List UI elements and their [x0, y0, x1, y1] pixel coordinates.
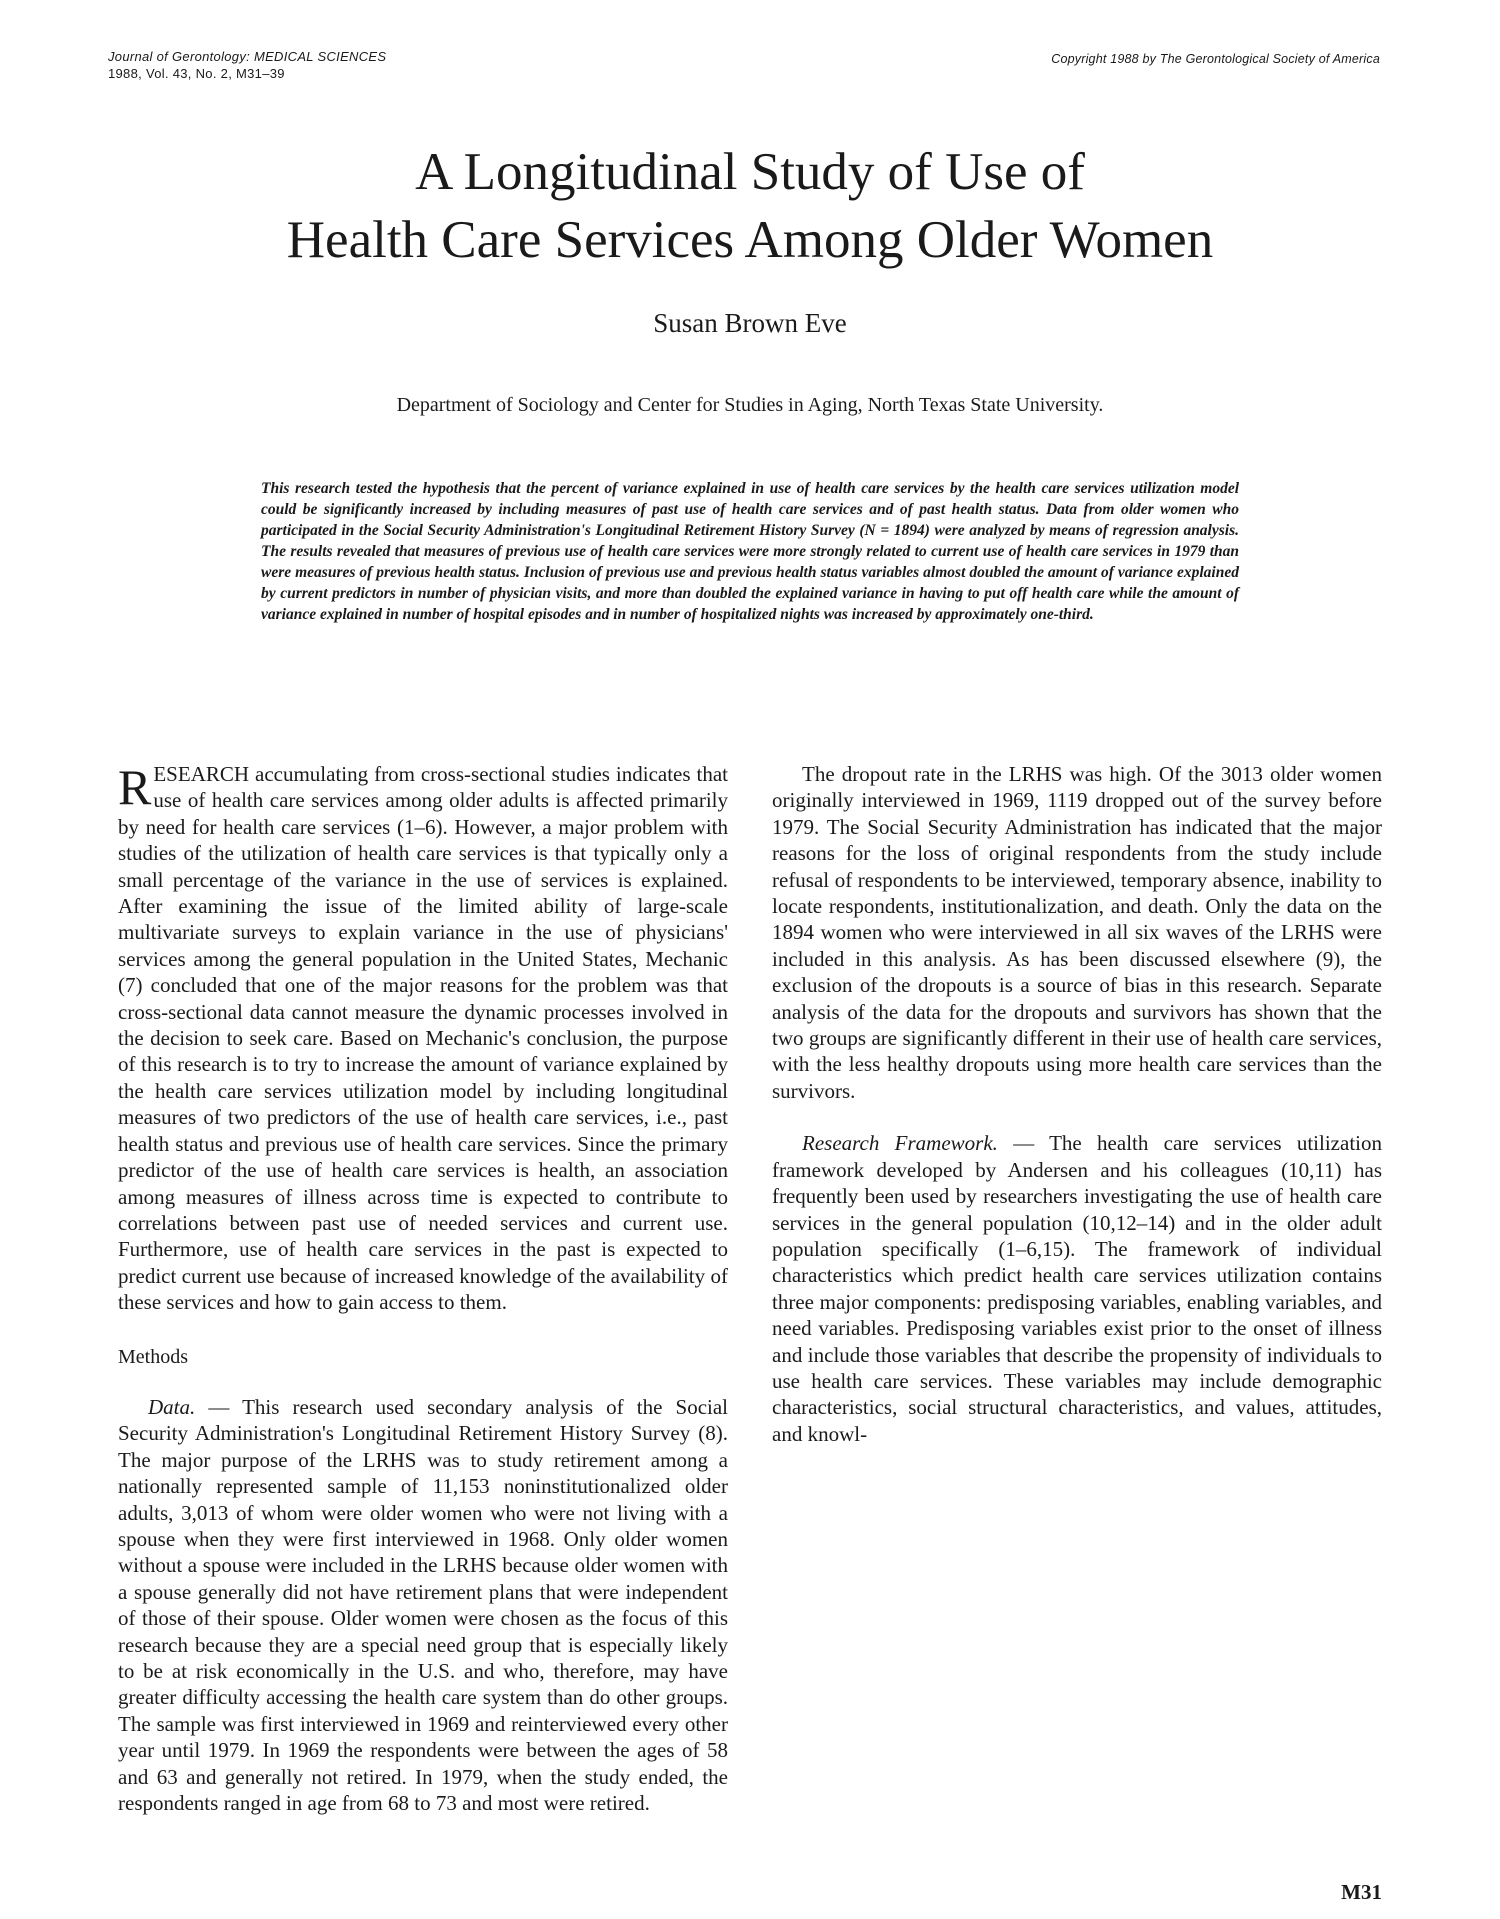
paragraph-spacer — [772, 1104, 1382, 1130]
volume-info: 1988, Vol. 43, No. 2, M31–39 — [108, 66, 285, 81]
abstract: This research tested the hypothesis that the percent of variance explained in use of health care services by the health care services utilization model could be significantly increased by including measures of past use of health care services and of past health status. Data from older women who participated in the Social Security Administration's Longitudinal Retirement History Survey (N = 1894) were analyzed by means of regression analysis. The results revealed that measures of previous use of health care services were more strongly related to current use of health care services in 1979 than were measures of previous health status. Inclusion of previous use and previous health status variables almost doubled the amount of variance explained by current predictors in number of physician visits, and more than doubled the explained variance in having to put off health care while the amount of variance explained in number of hospital episodes and in number of hospitalized nights was increased by approximately one-third. — [261, 480, 1239, 623]
methods-heading: Methods — [118, 1345, 188, 1368]
title-line-2: Health Care Services Among Older Women — [286, 211, 1214, 269]
copyright-notice: Copyright 1988 by The Gerontological Society of America — [1051, 52, 1380, 66]
data-paragraph — [118, 1394, 728, 1817]
author-name: Susan Brown Eve — [653, 308, 847, 338]
framework-runin-heading: Research Framework. — [802, 1131, 998, 1156]
dropout-paragraph: The dropout rate in the LRHS was high. Of the 3013 older women originally interviewed in 1969, 1119 dropped out of the survey before 1979. The Social Security Administration has indicated that the major reasons for the loss of original respondents from the study include refusal of respondents to be interviewed, temporary absence, inability to locate respondents, institutionalization, and death. Only the data on the 1894 women who were interviewed in all six waves of the LRHS were included in this analysis. As has been discussed elsewhere (9), the exclusion of the dropouts is a source of bias in this research. Separate analysis of the data for the dropouts and survivors has shown that the two groups are significantly different in their use of health care services, with the less healthy dropouts using more health care services than the survivors. — [772, 762, 1382, 1103]
intro-smallcaps: ESEARCH — [153, 762, 250, 786]
article-title — [100, 138, 1400, 274]
framework-paragraph — [772, 1130, 1382, 1447]
data-text: — This research used secondary analysis of the Social Security Administration's Longitudinal Retirement History Survey (8). The major purpose of the LRHS was to study retirement among a nationally represented sample of 11,153 noninstitutionalized older adults, 3,013 of whom were older women who were not living with a spouse when they were first interviewed in 1968. Only older women without a spouse were included in the LRHS because older women with a spouse generally did not have retirement plans that were independent of those of their spouse. Older women were chosen as the focus of this research because they are a special need group that is especially likely to be at risk economically in the U.S. and who, therefore, may have greater difficulty accessing the health care system than do other groups. The sample was first interviewed in 1969 and reinterviewed every other year until 1979. In 1969 the respondents were between the ages of 58 and 63 and generally not retired. In 1979, when the study ended, the respondents ranged in age from 68 to 73 and most were retired. — [118, 1394, 728, 1816]
data-runin-heading: Data. — [148, 1394, 196, 1419]
intro-paragraph — [118, 761, 728, 1316]
intro-text: accumulating from cross-sectional studies indicates that use of health care services among older adults is affected primarily by need for health care services (1–6). However, a major problem with studies of the utilization of health care services is that typically only a small percentage of the variance in the use of services is explained. After examining the issue of the limited ability of large-scale multivariate surveys to explain variance in the use of physicians' services among the general population in the United States, Mechanic (7) concluded that one of the major reasons for the problem was that cross-sectional data cannot measure the dynamic processes involved in the decision to seek care. Based on Mechanic's conclusion, the purpose of this research is to try to increase the amount of variance explained by the health care services utilization model by including longitudinal measures of two predictors of the use of health care services, i.e., past health status and previous use of health care services. Since the primary predictor of the use of health care services is health, an association among measures of illness across time is expected to contribute to correlations between past use of needed services and current use. Furthermore, use of health care services in the past is expected to predict current use because of increased knowledge of the availability of these services and how to gain access to them. — [118, 762, 728, 1315]
page-number: M31 — [1341, 1880, 1382, 1904]
body-column-right — [772, 761, 1382, 1447]
drop-cap: R — [118, 759, 152, 815]
journal-name: Journal of Gerontology: MEDICAL SCIENCES — [108, 49, 387, 64]
title-line-1: A Longitudinal Study of Use of — [415, 143, 1085, 201]
framework-text: — The health care services utilization framework developed by Andersen and his colleagues (10,11) has frequently been used by researchers investigating the use of health care services in the general population (10,12–14) and in the older adult population specifically (1–6,15). The framework of individual characteristics which predict health care services utilization contains three major components: predisposing variables, enabling variables, and need variables. Predisposing variables exist prior to the onset of illness and include those variables that describe the propensity of individuals to use health care services. These variables may include demographic characteristics, social structural characteristics, and values, attitudes, and knowl- — [772, 1131, 1382, 1446]
running-header — [108, 48, 386, 82]
body-column-left — [118, 761, 728, 1816]
author-affiliation: Department of Sociology and Center for Studies in Aging, North Texas State University. — [396, 394, 1104, 416]
